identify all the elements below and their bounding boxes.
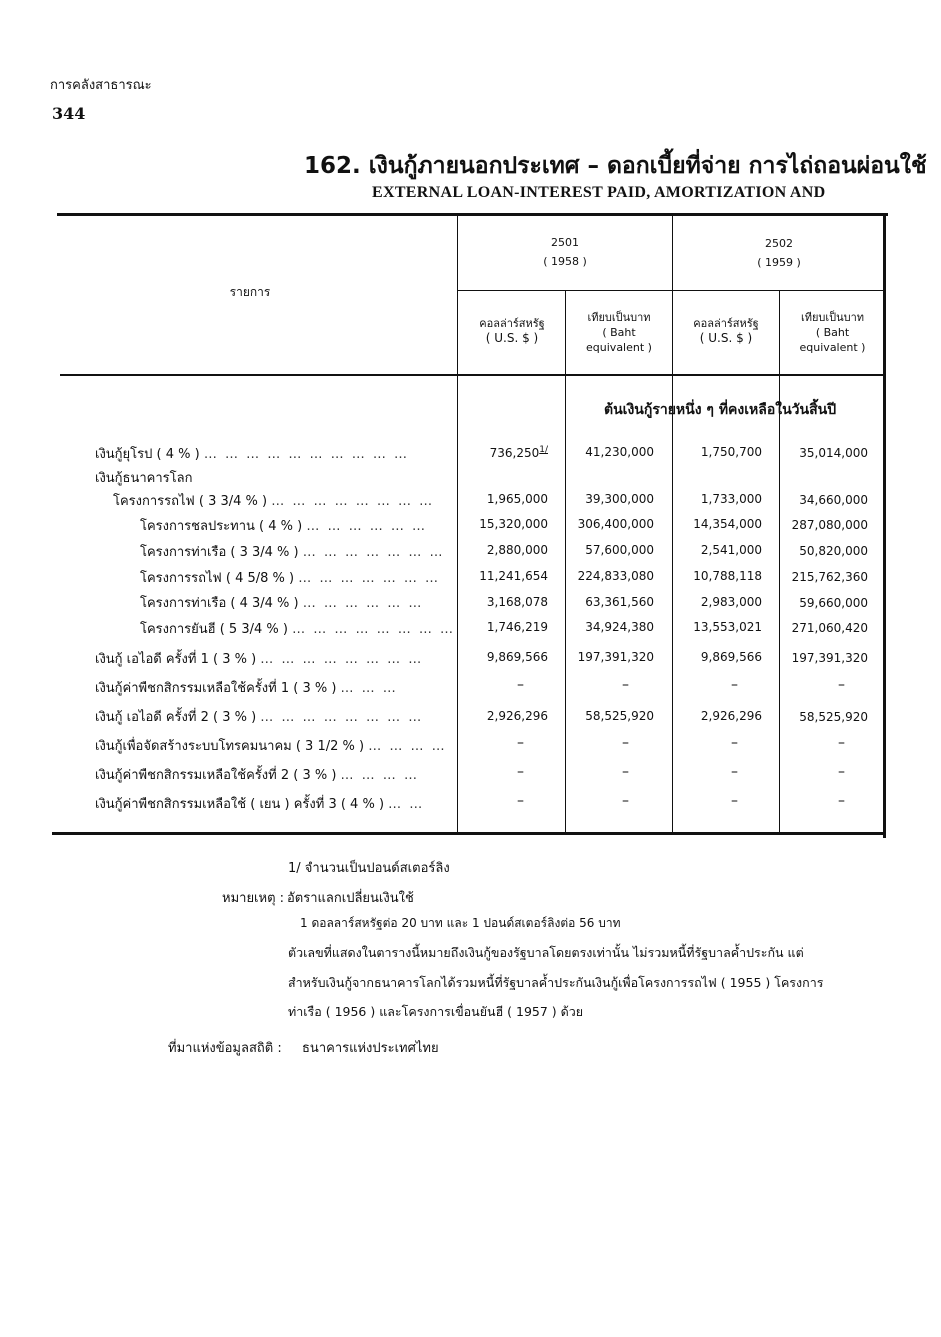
- cell-baht-1958: –: [622, 793, 629, 809]
- row-label: เงินกู้เพื่อจัดสร้างระบบโทรคมนาคม ( 3 1/2 % ) … … … …: [95, 739, 447, 754]
- cell-usd-1958: –: [517, 735, 524, 751]
- table-bottom-border: [52, 832, 885, 835]
- cell-usd-1959: 2,926,296: [700, 709, 762, 723]
- cell-usd-1959: –: [731, 764, 738, 780]
- item-column-header: รายการ: [229, 285, 271, 299]
- cell-baht-1958: 39,300,000: [585, 492, 654, 506]
- baht-label-en-2: equivalent ): [799, 341, 866, 354]
- cell-usd-1958: 3,168,078: [486, 595, 548, 609]
- cell-baht-1958: 224,833,080: [577, 569, 654, 583]
- section-title: ต้นเงินกู้รายหนึ่ง ๆ ที่คงเหลือในวันสิ้นปี: [604, 402, 837, 418]
- cell-baht-1959: 197,391,320: [791, 651, 868, 665]
- cell-usd-1959: 13,553,021: [693, 620, 762, 634]
- baht-column-header: [566, 310, 672, 355]
- row-label: เงินกู้ เอไอดี ครั้งที่ 1 ( 3 % ) … … … … … … … …: [95, 652, 424, 667]
- row-label: เงินกู้ค่าพืชกสิกรรมเหลือใช้ครั้งที่ 2 ( 3 % ) … … … …: [95, 768, 419, 783]
- usd-column-header: [676, 316, 776, 346]
- source-label: ที่มาแห่งข้อมูลสถิติ :: [168, 1041, 282, 1056]
- group-label-world-bank: เงินกู้ธนาคารโลก: [95, 471, 193, 486]
- baht-label-thai: เทียบเป็นบาท: [587, 311, 651, 324]
- baht-label-en-1: ( Baht: [602, 326, 636, 339]
- cell-usd-1958: –: [517, 764, 524, 780]
- row-label: โครงการยันฮี ( 5 3/4 % ) … … … … … … … …: [140, 622, 456, 637]
- cell-baht-1959: –: [838, 677, 845, 693]
- cell-usd-1959: 2,541,000: [700, 543, 762, 557]
- row-label: โครงการท่าเรือ ( 3 3/4 % ) … … … … … … …: [140, 545, 445, 560]
- cell-usd-1958: 9,869,566: [486, 650, 548, 664]
- cell-usd-1958: –: [517, 677, 524, 693]
- baht-label-en-2: equivalent ): [586, 341, 652, 354]
- cell-baht-1958: –: [622, 677, 629, 693]
- cell-usd-1958: 2,880,000: [486, 543, 548, 557]
- cell-usd-1959: 1,733,000: [700, 492, 762, 506]
- table-right-border: [883, 213, 886, 838]
- cell-baht-1958: 197,391,320: [577, 650, 654, 664]
- cell-usd-1959: –: [731, 677, 738, 693]
- table-title-thai: 162. เงินกู้ภายนอกประเทศ – ดอกเบี้ยที่จ่าย การไถ่ถอนผ่อนใช้: [304, 153, 927, 179]
- row-label: เงินกู้ค่าพืชกสิกรรมเหลือใช้ครั้งที่ 1 ( 3 % ) … … …: [95, 681, 398, 696]
- cell-usd-1959: 10,788,118: [693, 569, 762, 583]
- row-label: เงินกู้ค่าพืชกสิกรรมเหลือใช้ ( เยน ) ครั้งที่ 3 ( 4 % ) … …: [95, 797, 425, 812]
- cell-usd-1959: 9,869,566: [700, 650, 762, 664]
- table-title-english: EXTERNAL LOAN-INTEREST PAID, AMORTIZATION AND: [372, 184, 826, 201]
- cell-baht-1958: 63,361,560: [585, 595, 654, 609]
- baht-label-thai: เทียบเป็นบาท: [800, 311, 865, 324]
- cell-baht-1959: 50,820,000: [799, 544, 868, 558]
- year-be: 2502: [765, 237, 793, 250]
- cell-baht-1959: 59,660,000: [799, 596, 868, 610]
- year-ad: ( 1959 ): [757, 256, 801, 269]
- row-label: โครงการชลประทาน ( 4 % ) … … … … … …: [140, 519, 428, 534]
- col-divider-3: [672, 215, 673, 833]
- remark-paragraph-line-1: ตัวเลขที่แสดงในตารางนี้หมายถึงเงินกู้ของรัฐบาลโดยตรงเท่านั้น ไม่รวมหนี้ที่รัฐบาลค้ำประกัน แต่: [288, 945, 804, 960]
- baht-label-en-1: ( Baht: [815, 326, 850, 339]
- baht-column-header: [780, 310, 885, 355]
- cell-baht-1959: 271,060,420: [791, 621, 868, 635]
- cell-usd-1958: 1,965,000: [486, 492, 548, 506]
- cell-usd-1959: 1,750,700: [700, 445, 762, 459]
- cell-usd-1958: $736,250^{1/}$: [489, 445, 548, 460]
- cell-usd-1959: 2,983,000: [700, 595, 762, 609]
- cell-baht-1959: 287,080,000: [791, 518, 868, 532]
- exchange-rate-text: 1 ดอลลาร์สหรัฐต่อ 20 บาท และ 1 ปอนด์สเตอร์ลิงต่อ 56 บาท: [300, 916, 621, 930]
- cell-baht-1959: –: [838, 764, 845, 780]
- cell-baht-1959: –: [838, 793, 845, 809]
- year-ad: ( 1958 ): [543, 255, 587, 268]
- year-1959-header: [673, 236, 885, 270]
- cell-baht-1959: 58,525,920: [799, 710, 868, 724]
- cell-usd-1958: 1,746,219: [486, 620, 548, 634]
- usd-label-en: ( U.S. $ ): [699, 331, 753, 345]
- cell-baht-1958: 41,230,000: [585, 445, 654, 459]
- remark-label: หมายเหตุ :: [222, 891, 285, 906]
- cell-usd-1959: –: [731, 793, 738, 809]
- col-divider-2: [565, 291, 566, 833]
- section-header: การคลังสาธารณะ: [50, 78, 152, 93]
- usd-column-header: [462, 316, 562, 346]
- usd-label-thai: คอลล่าร์สหรัฐ: [479, 317, 545, 330]
- header-separator: [60, 374, 885, 376]
- cell-baht-1958: 57,600,000: [585, 543, 654, 557]
- cell-usd-1958: –: [517, 793, 524, 809]
- cell-baht-1958: –: [622, 735, 629, 751]
- cell-baht-1958: 306,400,000: [577, 517, 654, 531]
- col-divider-4: [779, 291, 780, 833]
- usd-label-en: ( U.S. $ ): [485, 331, 539, 345]
- cell-baht-1959: 215,762,360: [791, 570, 868, 584]
- row-label: โครงการรถไฟ ( 4 5/8 % ) … … … … … … …: [140, 571, 441, 586]
- remark-paragraph-line-3: ท่าเรือ ( 1956 ) และโครงการเขื่อนยันฮี ( 1957 ) ด้วย: [288, 1004, 584, 1019]
- cell-baht-1959: 35,014,000: [799, 446, 868, 460]
- cell-usd-1958: 15,320,000: [479, 517, 548, 531]
- cell-usd-1958: 11,241,654: [479, 569, 548, 583]
- col-divider-1: [457, 215, 458, 833]
- cell-usd-1958: 2,926,296: [486, 709, 548, 723]
- year-be: 2501: [551, 236, 579, 249]
- cell-baht-1959: 34,660,000: [799, 493, 868, 507]
- cell-usd-1959: 14,354,000: [693, 517, 762, 531]
- usd-label-thai: คอลล่าร์สหรัฐ: [693, 317, 759, 330]
- cell-baht-1958: –: [622, 764, 629, 780]
- footnote-marker: 1/: [539, 445, 548, 455]
- cell-usd-1959: –: [731, 735, 738, 751]
- source-text: ธนาคารแห่งประเทศไทย: [302, 1041, 439, 1056]
- table-top-border: [57, 213, 888, 216]
- row-label: โครงการรถไฟ ( 3 3/4 % ) … … … … … … … …: [113, 494, 435, 509]
- remark-text: อัตราแลกเปลี่ยนเงินใช้: [287, 891, 414, 906]
- footnote: 1/ จำนวนเป็นปอนด์สเตอร์ลิง: [288, 861, 450, 876]
- remark-paragraph-line-2: สำหรับเงินกู้จากธนาคารโลกได้รวมหนี้ที่รัฐบาลค้ำประกันเงินกู้เพื่อโครงการรถไฟ ( 1955 ) โครงการ: [288, 975, 824, 990]
- row-label: โครงการท่าเรือ ( 4 3/4 % ) … … … … … …: [140, 596, 424, 611]
- year-1958-header: [458, 235, 672, 269]
- page-number: 344: [52, 104, 86, 123]
- cell-baht-1958: 34,924,380: [585, 620, 654, 634]
- cell-baht-1958: 58,525,920: [585, 709, 654, 723]
- row-label: เงินกู้ยุโรป ( 4 % ) … … … … … … … … … …: [95, 447, 410, 462]
- row-label: เงินกู้ เอไอดี ครั้งที่ 2 ( 3 % ) … … … … … … … …: [95, 710, 424, 725]
- cell-baht-1959: –: [838, 735, 845, 751]
